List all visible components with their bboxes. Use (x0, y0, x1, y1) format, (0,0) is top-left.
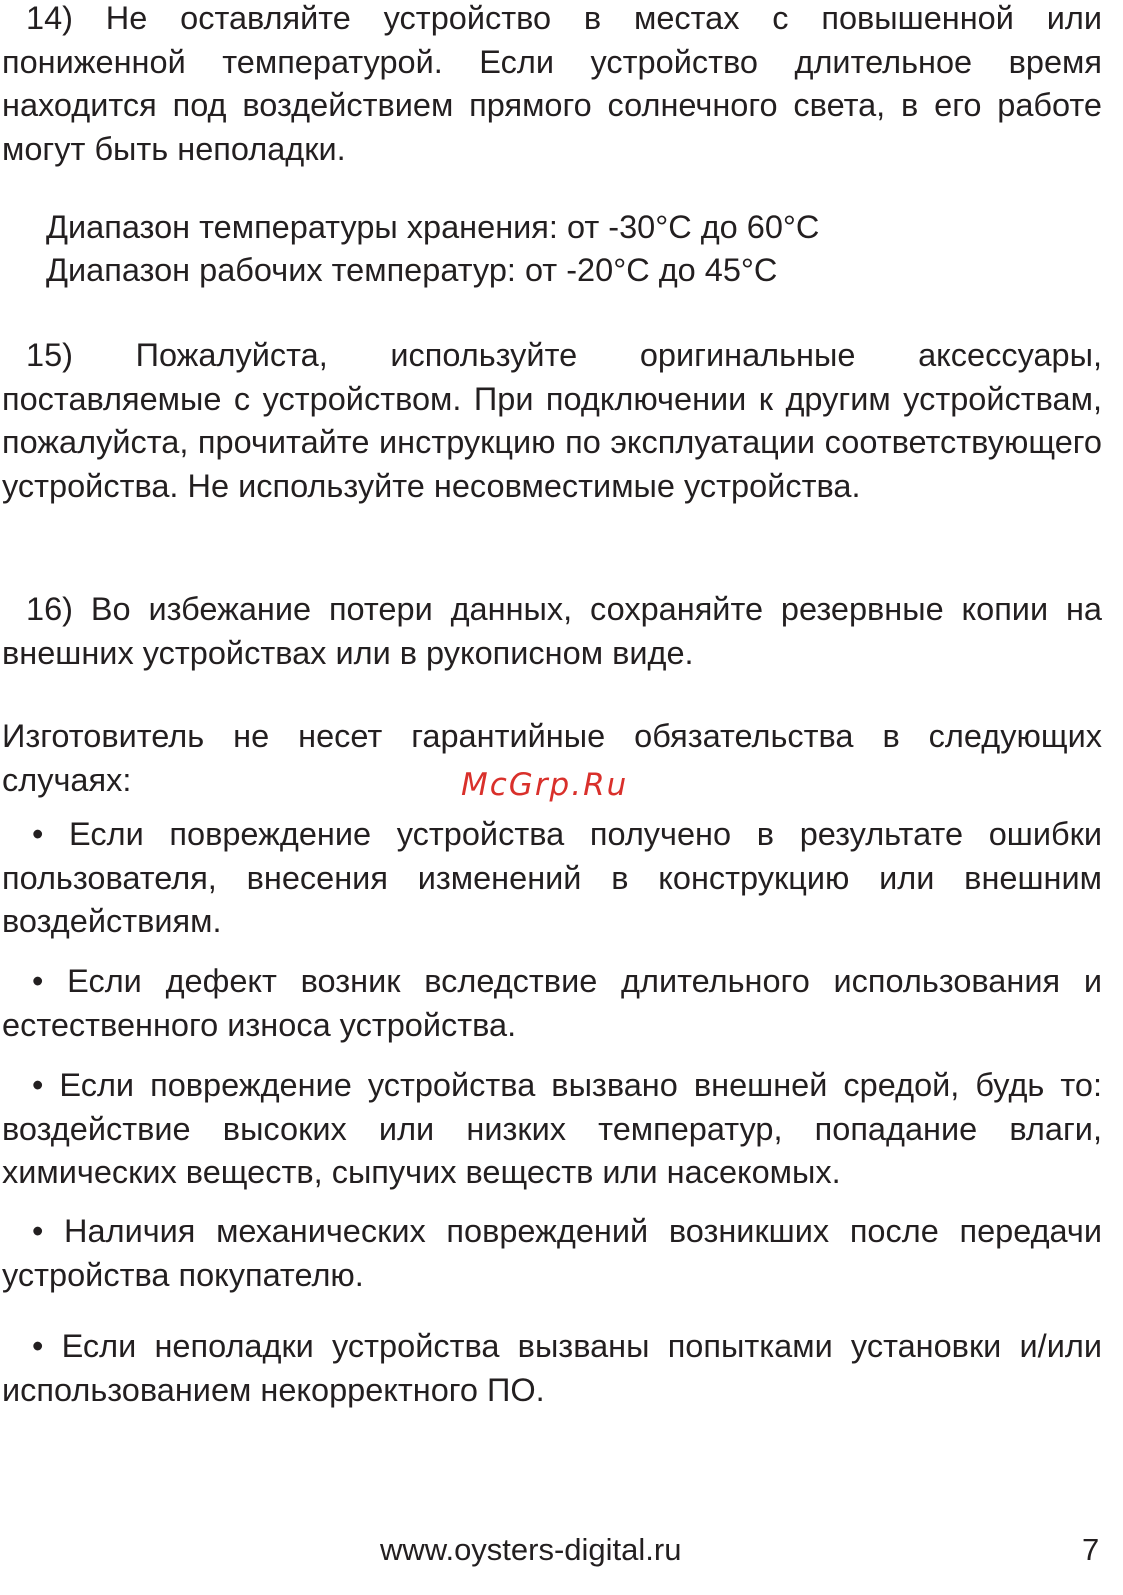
footer-website-link[interactable]: www.oysters-digital.ru (380, 1532, 682, 1567)
bullet-environment: • Если повреждение устройства вызвано внешней средой, будь то: воздействие высоких или низких температур, попадание влаги, химических веществ, сыпучих веществ или насекомых. (2, 1067, 1102, 1190)
paragraph-14: 14) Не оставляйте устройство в местах с повышенной или пониженной температурой. Если устройство длительное время находится под воздействием прямого солнечного света, в его работе могут быть неполадки. (2, 0, 1102, 167)
paragraph-16: 16) Во избежание потери данных, сохраняйте резервные копии на внешних устройствах или в рукописном виде. (2, 591, 1102, 671)
bullet-software: • Если неполадки устройства вызваны попытками установки и/или использованием некорректного ПО. (2, 1328, 1102, 1408)
page-number: 7 (1082, 1532, 1100, 1567)
paragraph-15: 15) Пожалуйста, используйте оригинальные аксессуары, поставляемые с устройством. При подключении к другим устройствам, пожалуйста, прочитайте инструкцию по эксплуатации соответствующего устройства. Не используйте несовместимые устройства. (2, 337, 1102, 504)
bullet-wear: • Если дефект возник вследствие длительного использования и естественного износа устройства. (2, 963, 1102, 1043)
bullet-user-error: • Если повреждение устройства получено в результате ошибки пользователя, внесения изменений в конструкцию или внешним воздействиям. (2, 816, 1102, 939)
storage-temperature-range: Диапазон температуры хранения: от -30°С до 60°С (46, 209, 820, 245)
operating-temperature-range: Диапазон рабочих температур: от -20°С до 45°С (46, 252, 778, 288)
watermark-logo: McGrp.Ru (461, 767, 629, 803)
bullet-mechanical-damage: • Наличия механических повреждений возникших после передачи устройства покупателю. (2, 1213, 1102, 1293)
warranty-intro: Изготовитель не несет гарантийные обязательства в следующих случаях: (2, 718, 1102, 798)
